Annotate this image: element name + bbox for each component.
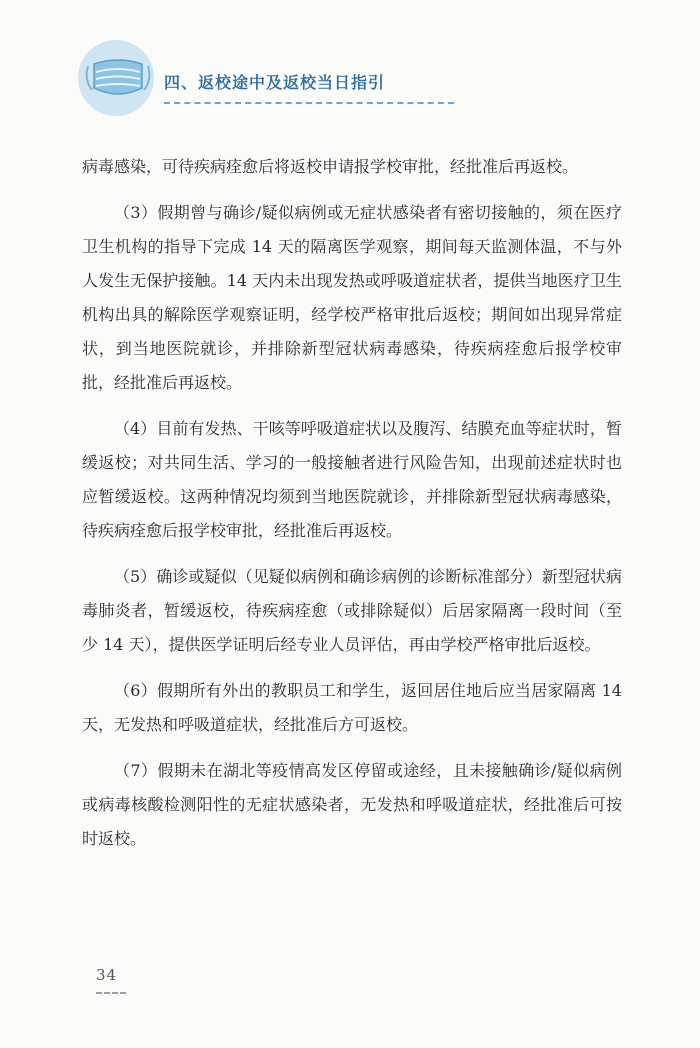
paragraph-item-5: （5）确诊或疑似（见疑似病例和确诊病例的诊断标准部分）新型冠状病毒肺炎者，暂缓返校，待疾病痊愈（或排除疑似）后居家隔离一段时间（至少 14 天），提供医学证明后经专业人员评估，再由学校严格审批后返校。: [82, 567, 622, 654]
paragraph-item-4: （4）目前有发热、干咳等呼吸道症状以及腹泻、结膜充血等症状时，暂缓返校；对共同生活、学习的一般接触者进行风险告知，出现前述症状时也应暂缓返校。这两种情况均须到当地医院就诊，并排除新型冠状病毒感染，待疾病痊愈后报学校审批，经批准后再返校。: [82, 419, 622, 540]
section-badge: [78, 40, 154, 116]
paragraph-continued: 病毒感染，可待疾病痊愈后将返校申请报学校审批，经批准后再返校。: [82, 157, 579, 176]
title-underline: [164, 102, 454, 104]
section-header: [78, 40, 398, 120]
section-title: 四、返校途中及返校当日指引: [164, 73, 386, 92]
page-number: 34: [96, 966, 118, 984]
body-text: [82, 150, 622, 868]
paragraph-item-7: （7）假期未在湖北等疫情高发区停留或途经，且未接触确诊/疑似病例或病毒核酸检测阳性的无症状感染者，无发热和呼吸道症状，经批准后可按时返校。: [82, 761, 622, 848]
page-number-rule: [96, 992, 126, 994]
paragraph-item-6: （6）假期所有外出的教职员工和学生，返回居住地后应当居家隔离 14 天，无发热和呼吸道症状，经批准后方可返校。: [82, 681, 622, 734]
page-footer: [96, 966, 126, 994]
paragraph-item-3: （3）假期曾与确诊/疑似病例或无症状感染者有密切接触的，须在医疗卫生机构的指导下完成 14 天的隔离医学观察，期间每天监测体温，不与外人发生无保护接触。14 天内未出现发热或呼吸道症状者，提供当地医疗卫生机构出具的解除医学观察证明，经学校严格审批后返校；期间如出现异常症状，到当地医院就诊，并排除新型冠状病毒感染，待疾病痊愈后报学校审批，经批准后再返校。: [82, 203, 622, 392]
